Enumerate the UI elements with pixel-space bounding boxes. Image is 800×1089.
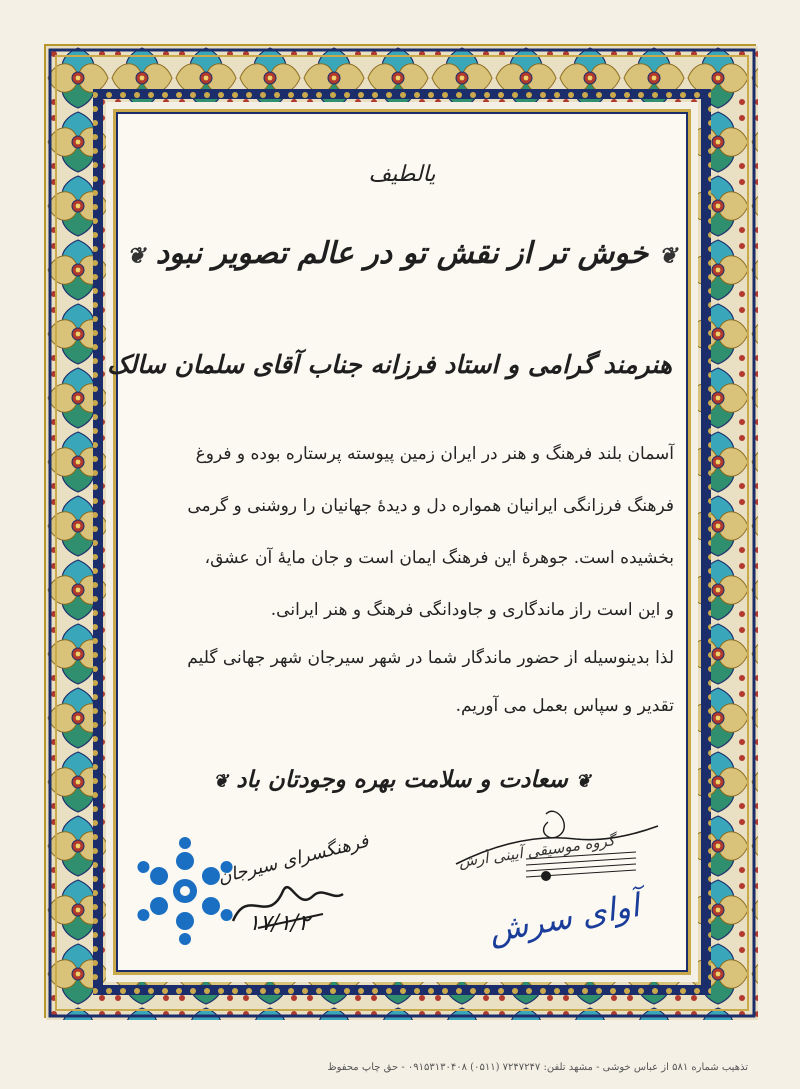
ornament-right: ❦	[658, 243, 678, 269]
ornament-left: ❦	[126, 243, 146, 269]
body-line: آسمان بلند فرهنگ و هنر در ایران زمین پیوسته پرستاره بوده و فروغ	[195, 444, 674, 464]
body-line: لذا بدینوسیله از حضور ماندگار شما در شهر سیرجان شهر جهانی گلیم	[187, 648, 674, 668]
print-credit-footer: تذهیب شماره ۵۸۱ از عباس خوشی - مشهد تلفن: ۷۲۴۷۲۴۷ (۰۵۱۱) ۰۹۱۵۳۱۳۰۴۰۸ - حق چاپ محفوظ	[327, 1062, 748, 1073]
body-line: و این است راز ماندگاری و جاودانگی فرهنگ و هنر ایرانی.	[270, 600, 674, 620]
body-line: بخشیده است. جوهرهٔ این فرهنگ ایمان است و جان مایهٔ آن عشق،	[204, 548, 674, 568]
ornament-right: ❦	[575, 771, 591, 792]
invocation-heading: یالطیف	[368, 162, 436, 187]
signature-date: ۱۷/۱/۲	[248, 911, 311, 936]
certificate-panel	[107, 112, 688, 972]
right-signatory-title: گروه موسیقی آیینی آرش	[457, 831, 616, 871]
closing-line	[118, 766, 686, 793]
left-signatory-title: فرهنگسرای سیرجان	[215, 830, 371, 889]
body-line: تقدیر و سپاس بعمل می آوریم.	[455, 696, 674, 716]
body-line: فرهنگ فرزانگی ایرانیان همواره دل و دیدهٔ جهانیان را روشنی و گرمی	[187, 496, 674, 516]
verse-heading	[118, 236, 686, 271]
verse-text: خوش تر از نقش تو در عالم تصویر نبود	[155, 236, 649, 271]
closing-text: سعادت و سلامت بهره وجودتان باد	[236, 766, 568, 793]
cultural-center-logo-icon	[130, 836, 240, 946]
ensemble-brand-signature: آوای سرش	[485, 886, 643, 950]
addressee-line: هنرمند گرامی و استاد فرزانه جناب آقای سلمان سالک	[107, 350, 672, 379]
ornament-left: ❦	[213, 771, 229, 792]
